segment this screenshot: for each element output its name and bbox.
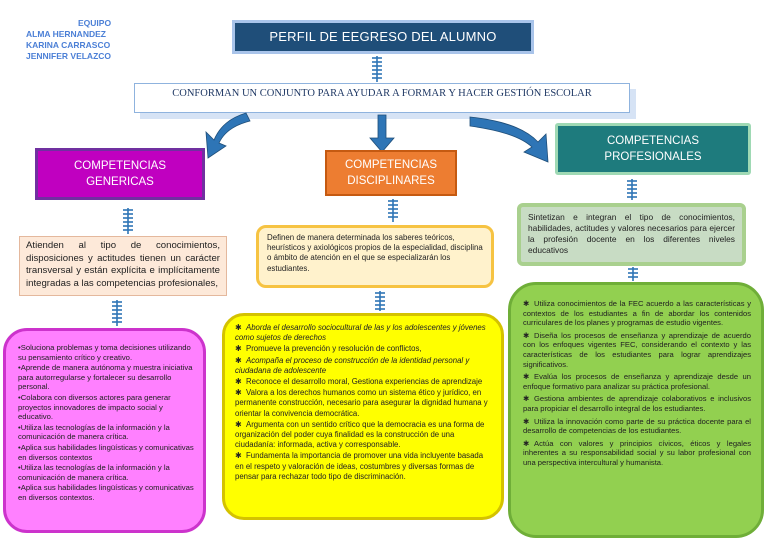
list-item: •Utiliza las tecnologías de la información y la comunicación de manera crítica.: [18, 463, 170, 482]
star-bullet-icon: ✱: [235, 344, 242, 354]
list-item: [235, 388, 491, 419]
list-item: [523, 417, 751, 436]
star-bullet-icon: ✱: [235, 323, 242, 332]
team-member: JENNIFER VELAZCO: [26, 51, 112, 61]
disciplinares-list: [222, 313, 504, 520]
list-item: [235, 344, 491, 354]
disciplinares-title-line1: COMPETENCIAS: [344, 159, 437, 171]
list-item-text: Acompaña el proceso de construcción de la identidad personal y ciudadana de adolescente: [235, 355, 470, 375]
list-item: [235, 451, 491, 482]
list-item: [235, 377, 491, 387]
team-member: KARINA CARRASCO: [26, 40, 111, 50]
list-item: [235, 323, 491, 343]
list-item-text: Promueve la prevención y resolución de conflictos,: [246, 344, 422, 354]
team-heading: EQUIPO: [78, 18, 112, 28]
star-bullet-icon: ✱: [523, 330, 530, 340]
list-item: [523, 372, 751, 391]
banner: CONFORMAN UN CONJUNTO PARA AYUDAR A FORMAR Y HACER GESTIÓN ESCOLAR: [134, 83, 630, 113]
list-item-text: Utiliza conocimientos de la FEC acuerdo a las características y contextos de los estudiantes a fin de abordar los contenidos curriculares de los planes y programas de estudio vigentes.: [523, 299, 751, 328]
list-item-text: Fundamenta la importancia de promover una vida incluyente basada en el respeto y valoración de ideas, costumbres y diversas formas de pensar para rechazar todo tipo de discriminación.: [235, 451, 484, 481]
disciplinares-description: Definen de manera determinada los saberes teóricos, heurísticos y axiológicos propios de la especialidad, disciplina o ámbito de atención en el que se especializarán los estudiantes.: [256, 225, 494, 288]
list-item: [523, 439, 751, 468]
list-item-text: Aborda el desarrollo sociocultural de las y los adolescentes y jóvenes como sujetos de derechos: [235, 323, 486, 343]
connector-spring-icon: [110, 299, 124, 327]
star-bullet-icon: ✱: [235, 388, 242, 398]
list-item: •Utiliza las tecnologías de la información y la comunicación de manera crítica.: [18, 422, 170, 442]
connector-spring-icon: [121, 207, 135, 235]
star-bullet-icon: ✱: [523, 394, 530, 404]
team-member: ALMA HERNANDEZ: [26, 29, 106, 39]
list-item: [235, 420, 491, 451]
list-item: [523, 331, 751, 369]
star-bullet-icon: ✱: [235, 419, 242, 429]
list-item-text: Gestiona ambientes de aprendizaje colaborativos e inclusivos para propiciar el desarrollo integral de los estudiantes.: [523, 394, 751, 413]
genericas-title-line2: GENERICAS: [86, 176, 154, 188]
list-item-text: Diseña los procesos de enseñanza y aprendizaje de acuerdo con los enfoques vigentes FEC, considerando el contexto y las características de los estudiantes para lograr aprendizajes significativos.: [523, 330, 751, 369]
list-item-text: Utiliza la innovación como parte de su práctica docente para el desarrollo de competencias de los estudiantes.: [523, 416, 751, 436]
diagram-title: PERFIL DE EEGRESO DEL ALUMNO NORMALISTA: [232, 20, 534, 54]
star-bullet-icon: ✱: [523, 372, 530, 382]
star-bullet-icon: ✱: [523, 299, 530, 308]
list-item: •Aplica sus habilidades lingüísticas y comunicativas en diversos contextos: [18, 442, 194, 462]
arrow-right-icon: [470, 117, 548, 162]
list-item-text: Argumenta con un sentido crítico que la democracia es una forma de organización del poder cuya finalidad es la construcción de una ciudadanía: informada, activa y corresponsable.: [235, 419, 485, 450]
genericas-list: [3, 328, 206, 533]
disciplinares-header: [325, 150, 457, 196]
list-item-text: Evalúa los procesos de enseñanza y aprendizaje desde un enfoque formativo para analizar su práctica profesional.: [523, 372, 751, 391]
star-bullet-icon: ✱: [235, 451, 242, 461]
profesionales-title-line2: PROFESIONALES: [604, 151, 702, 163]
star-bullet-icon: ✱: [235, 377, 242, 387]
genericas-title-line1: COMPETENCIAS: [73, 160, 166, 172]
arrow-center-icon: [370, 115, 394, 152]
list-item-text: Actúa con valores y principios cívicos, éticos y legales inherentes a su responsabilidad social y su labor profesional con una perspectiva intercultural y humanista.: [523, 438, 751, 467]
profesionales-header: [555, 123, 751, 175]
star-bullet-icon: ✱: [235, 355, 242, 365]
list-item: •Colabora con diversos actores para generar proyectos innovadores de impacto social y educativo.: [18, 392, 171, 422]
list-item: •Aprende de manera autónoma y muestra iniciativa para autorregularse y fortalecer su desarrollo personal.: [18, 363, 193, 392]
star-bullet-icon: ✱: [523, 416, 530, 426]
connector-spring-icon: [625, 178, 639, 202]
list-item-text: Valora a los derechos humanos como un sistema ético y jurídico, en permanente construcción, necesario para asegurar la dignidad humana y orientar la convivencia democrática.: [235, 388, 488, 418]
list-item: •Aplica sus habilidades lingüísticas y comunicativas en diversos contextos.: [18, 483, 194, 502]
list-item-text: Reconoce el desarrollo moral, Gestiona experiencias de aprendizaje: [246, 377, 483, 387]
connector-spring-icon: [626, 266, 640, 282]
connector-spring-icon: [373, 290, 387, 312]
connector-spring-icon: [386, 198, 400, 224]
star-bullet-icon: ✱: [523, 438, 530, 448]
list-item: [523, 299, 751, 328]
arrow-left-icon: [206, 113, 250, 158]
profesionales-title-line1: COMPETENCIAS: [606, 135, 699, 147]
list-item: [235, 356, 491, 376]
profesionales-list: [508, 282, 764, 538]
list-item: [523, 394, 751, 413]
genericas-description: Atienden al tipo de conocimientos, disposiciones y actitudes tienen un carácter transversal y están explícita e implícitamente integradas a las competencias profesionales,: [19, 236, 227, 296]
genericas-header: [35, 148, 205, 200]
list-item: •Soluciona problemas y toma decisiones utilizando su pensamiento crítico y creativo.: [18, 343, 191, 362]
disciplinares-title-line2: DISCIPLINARES: [347, 175, 435, 187]
profesionales-description: Sintetizan e integran el tipo de conocimientos, habilidades, actitudes y valores necesarios para ejercer la profesión docente en los diferentes niveles educativos: [517, 203, 746, 266]
